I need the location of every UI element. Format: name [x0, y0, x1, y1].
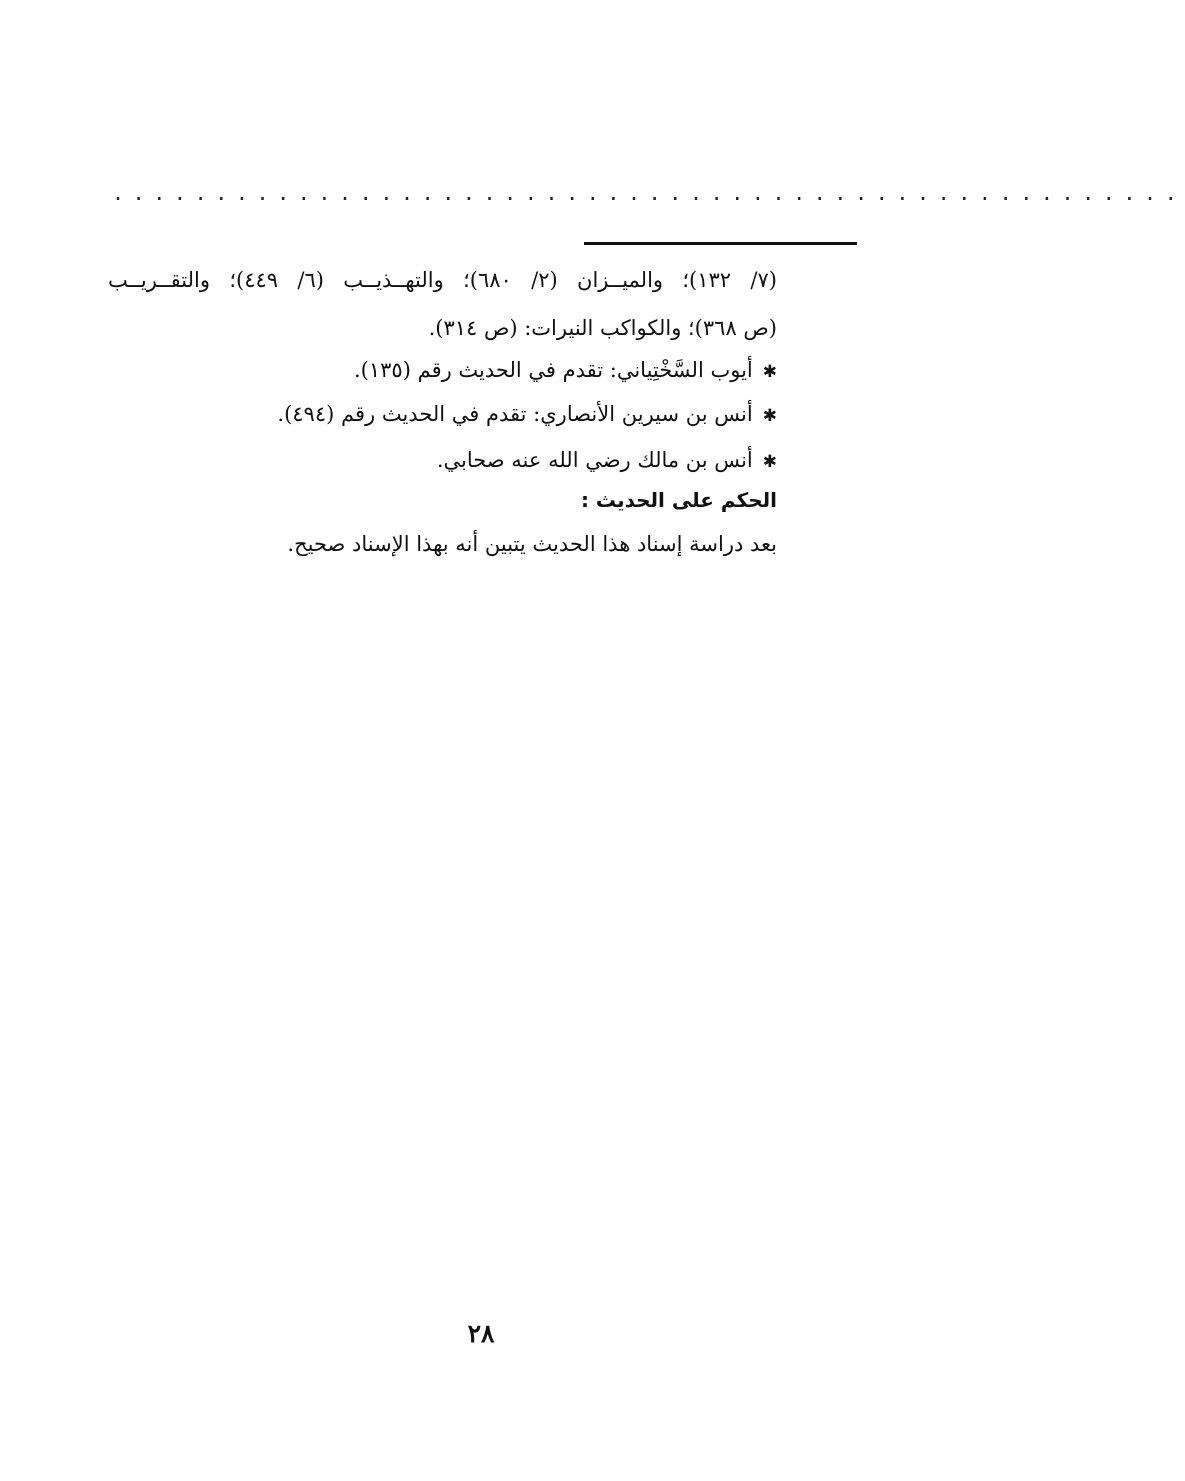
- narrator-text: أيوب السَّخْتِياني: تقدم في الحديث رقم (١٣٥).: [354, 358, 753, 382]
- footnote-line: (ص ٣٦٨)؛ والكواكب النيرات: (ص ٣١٤).: [428, 316, 777, 340]
- asterisk-bullet-icon: ✱: [762, 406, 777, 426]
- asterisk-bullet-icon: ✱: [762, 452, 777, 472]
- ruling-body: بعد دراسة إسناد هذا الحديث يتبين أنه بهذا الإسناد صحيح.: [287, 532, 777, 556]
- narrator-text: أنس بن مالك رضي الله عنه صحابي.: [436, 448, 753, 472]
- dotted-separator: ....................................................: [112, 181, 1185, 205]
- narrator-item: [277, 398, 777, 432]
- footnote-rule: [584, 242, 857, 245]
- narrator-item: [437, 444, 777, 478]
- page-number: ٢٨: [467, 1319, 495, 1348]
- narrator-text: أنس بن سيرين الأنصاري: تقدم في الحديث رقم (٤٩٤).: [277, 402, 753, 426]
- narrator-item: [354, 354, 777, 388]
- ruling-heading: الحكم على الحديث :: [580, 488, 777, 512]
- footnote-line: (٧/ ١٣٢)؛ والميــزان (٢/ ٦٨٠)؛ والتهــذيــب (٦/ ٤٤٩)؛ والتقــريــب: [108, 268, 777, 292]
- asterisk-bullet-icon: ✱: [762, 362, 777, 382]
